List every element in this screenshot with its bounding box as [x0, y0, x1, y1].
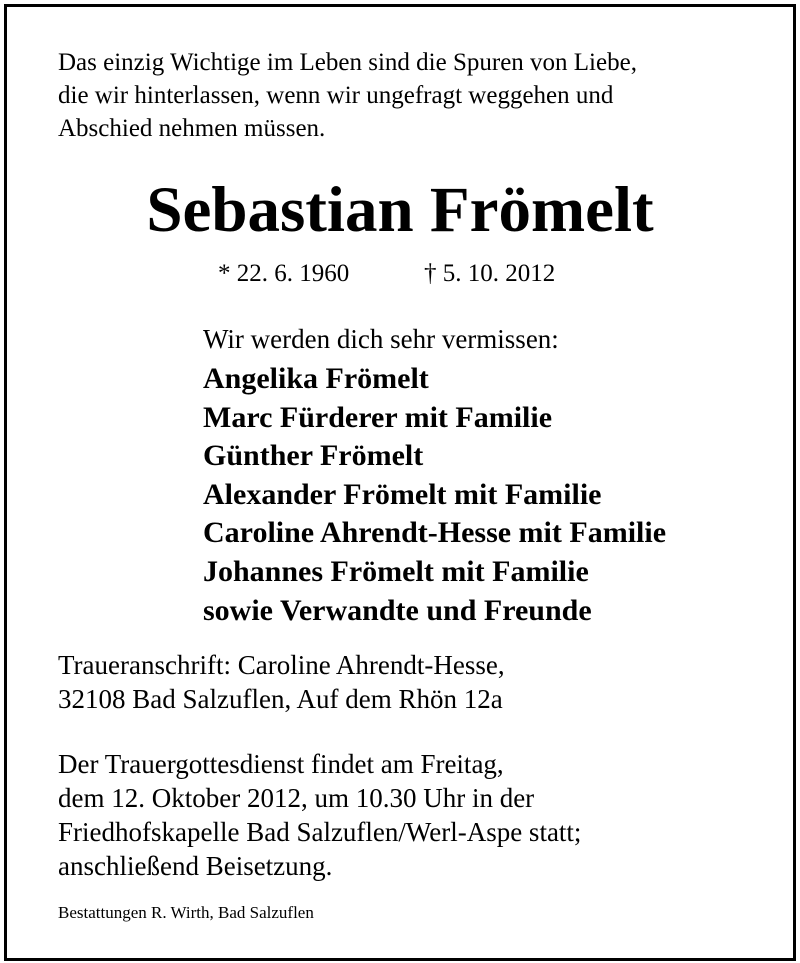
mourner-name: Günther Frömelt: [203, 439, 424, 473]
mourner-name: Caroline Ahrendt-Hesse mit Familie: [203, 516, 667, 550]
quote-line: Das einzig Wichtige im Leben sind die Spuren von Liebe,: [58, 49, 637, 76]
service-line: Der Trauergottesdienst findet am Freitag,: [58, 749, 504, 779]
death-date: † 5. 10. 2012: [424, 260, 556, 287]
service-line: Friedhofskapelle Bad Salzuflen/Werl-Aspe statt;: [58, 817, 582, 847]
mourner-name: Marc Fürderer mit Familie: [203, 400, 553, 434]
quote-line: Abschied nehmen müssen.: [58, 115, 326, 142]
address-line: 32108 Bad Salzuflen, Auf dem Rhön 12a: [58, 684, 503, 714]
deceased-name: Sebastian Frömelt: [146, 174, 654, 246]
mourners-intro: Wir werden dich sehr vermissen:: [203, 324, 559, 354]
service-line: dem 12. Oktober 2012, um 10.30 Uhr in der: [58, 783, 535, 813]
mourners-list: [203, 360, 666, 630]
birth-date: * 22. 6. 1960: [218, 260, 350, 287]
mourner-name: sowie Verwandte und Freunde: [203, 593, 592, 627]
mourning-address: [58, 648, 505, 716]
address-line: Traueranschrift: Caroline Ahrendt-Hesse,: [58, 650, 505, 680]
opening-quote: [58, 46, 778, 145]
undertaker-credit: Bestattungen R. Wirth, Bad Salzuflen: [58, 903, 314, 922]
quote-line: die wir hinterlassen, wenn wir ungefragt weggehen und: [58, 82, 614, 109]
mourner-name: Alexander Frömelt mit Familie: [203, 477, 602, 511]
mourner-name: Angelika Frömelt: [203, 362, 429, 395]
service-line: anschließend Beisetzung.: [58, 851, 333, 881]
mourner-name: Johannes Frömelt mit Familie: [203, 554, 589, 588]
funeral-service-info: [58, 747, 581, 883]
